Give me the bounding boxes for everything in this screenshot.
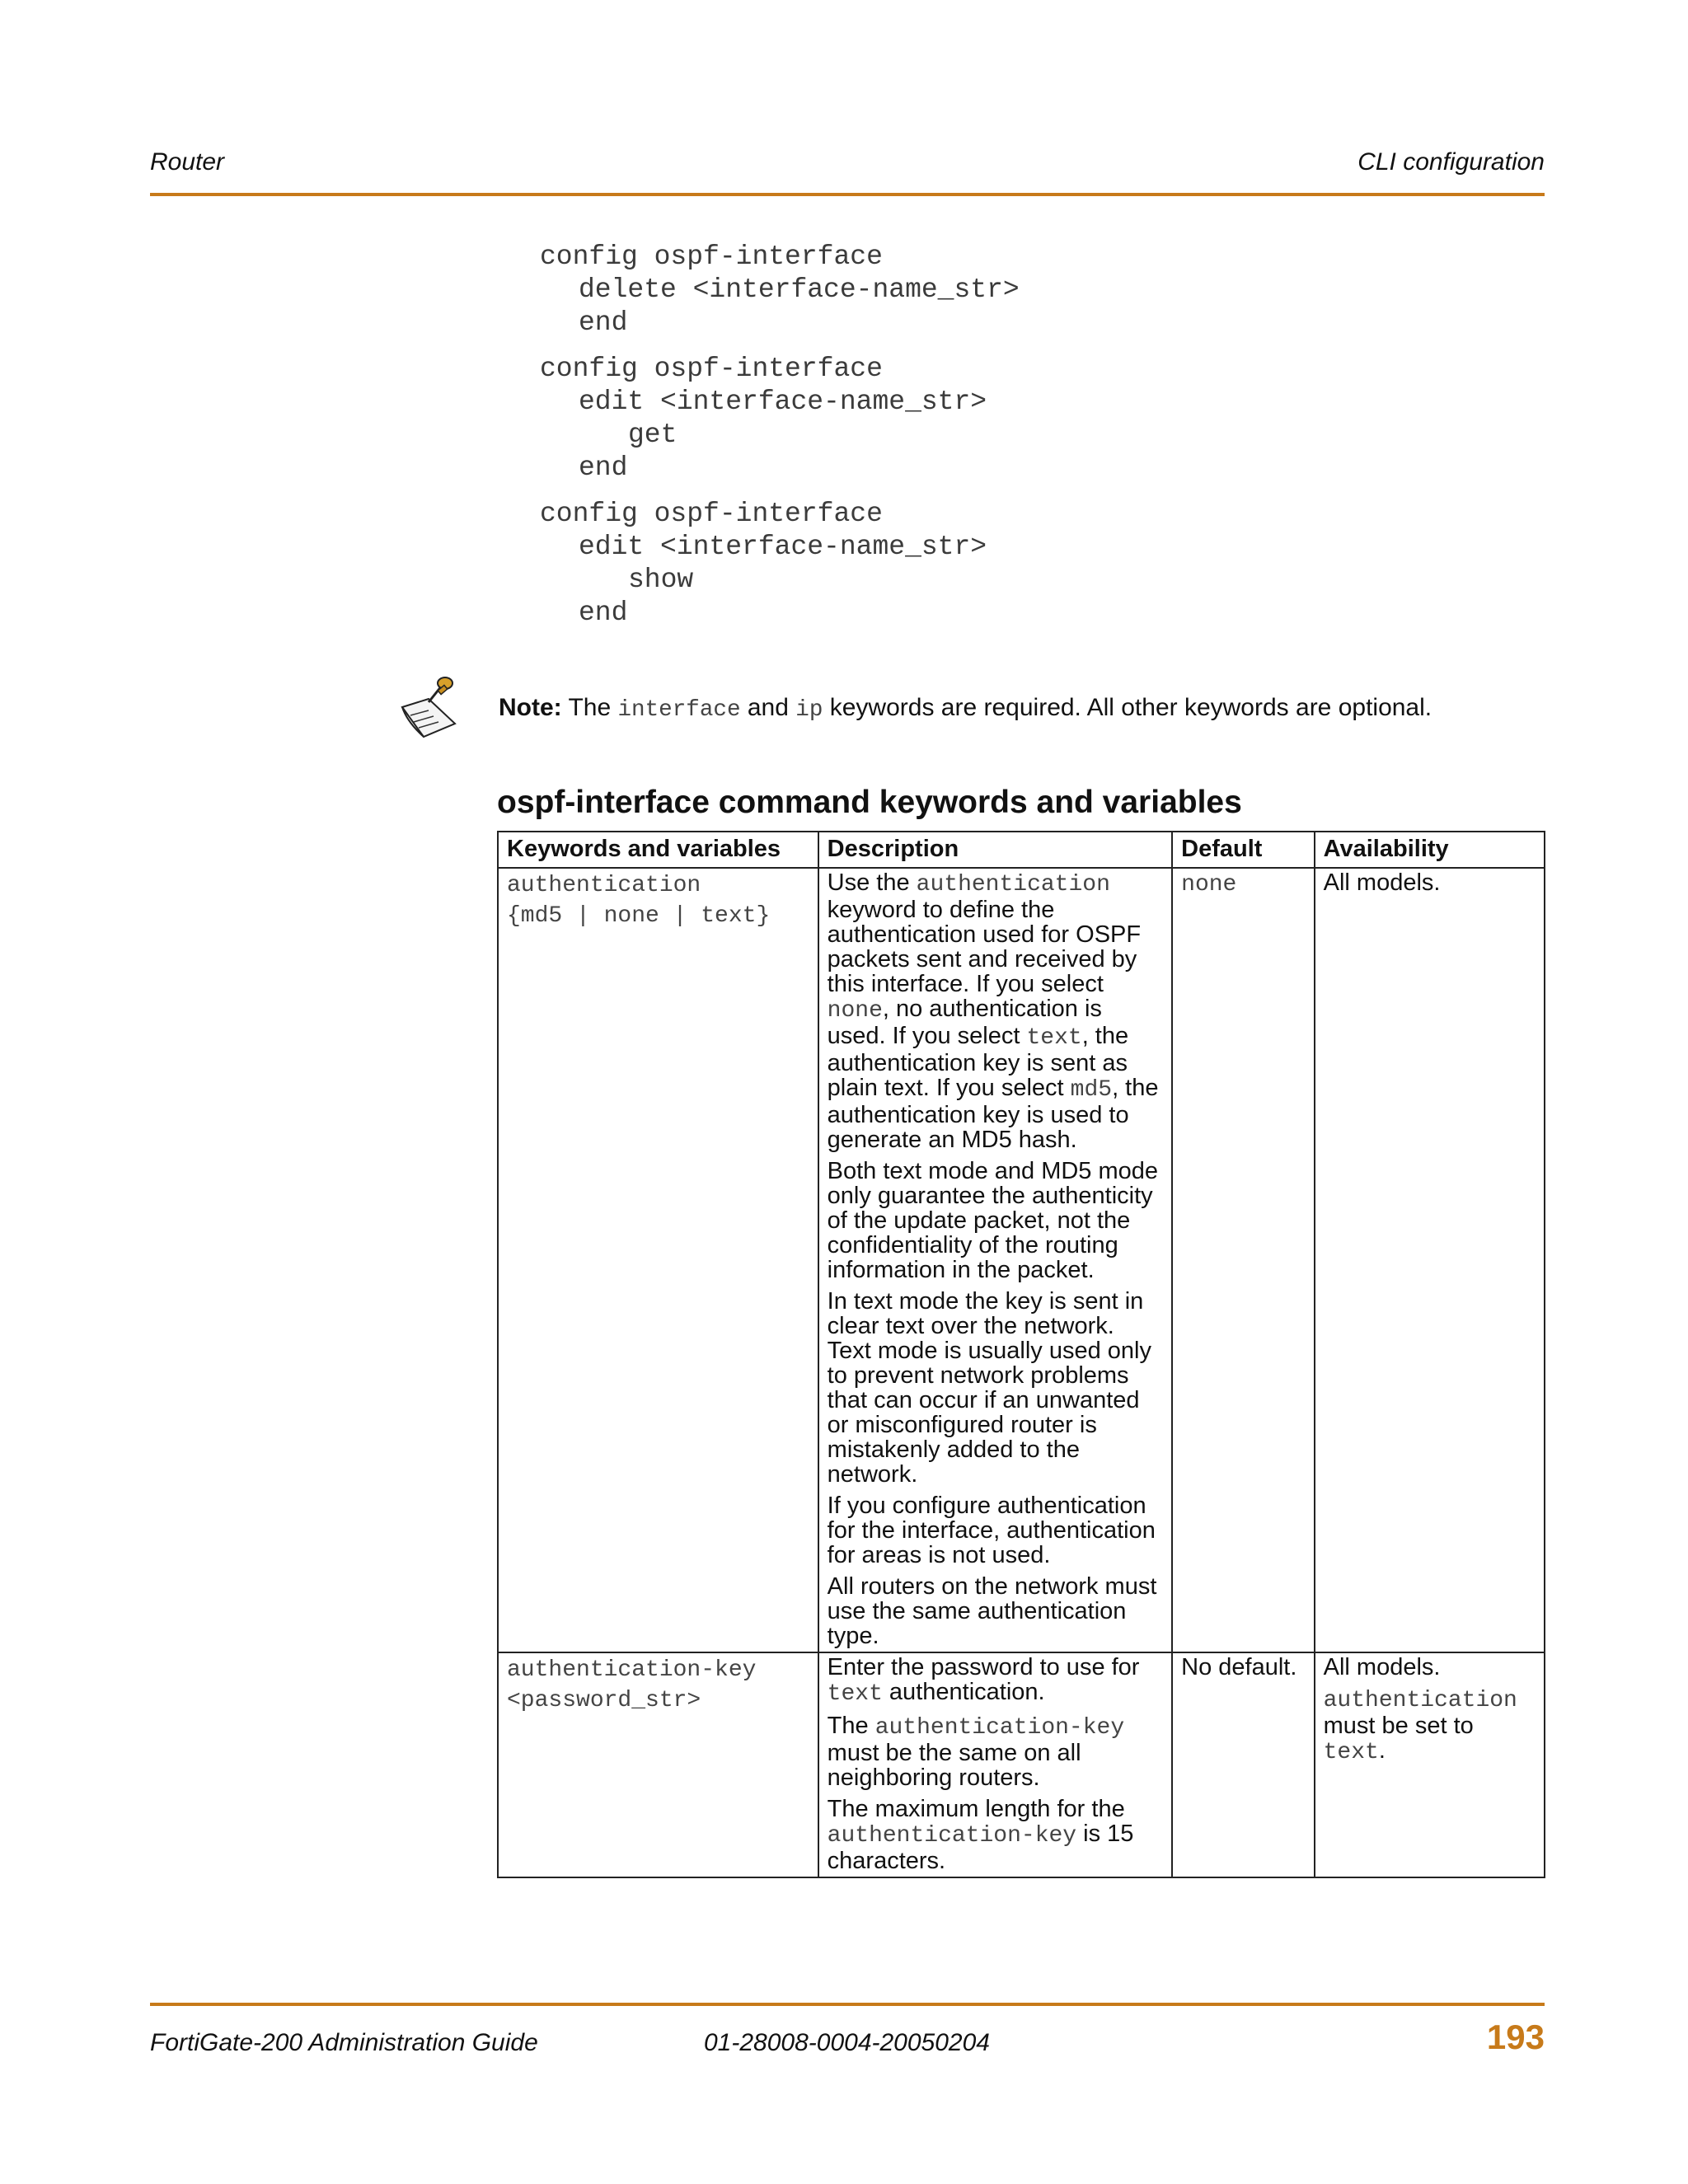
inline-text: , the authentication key is used to generate an MD5 hash. [827, 1075, 1159, 1153]
code-line: config ospf-interface [540, 499, 883, 529]
inline-keyword: authentication-key [874, 1715, 1125, 1741]
inline-text: Use the [827, 869, 917, 896]
description-paragraph [828, 1289, 1163, 1487]
availability-cell [1315, 868, 1545, 1652]
table-row [498, 868, 1545, 1652]
note-text-3: keywords are required. All other keywords are optional. [829, 694, 1432, 721]
inline-keyword: authentication-key [827, 1823, 1077, 1849]
note-pin-icon [396, 674, 462, 742]
note-label: Note: [499, 694, 562, 721]
keyword-line: authentication-key [507, 1657, 757, 1683]
footer-doc-number: 01-28008-0004-20050204 [704, 2029, 990, 2056]
keyword-line: {md5 | none | text} [507, 903, 771, 929]
header-chapter: CLI configuration [1357, 148, 1545, 176]
description-paragraph [828, 1713, 1163, 1790]
inline-text: All models. [1323, 869, 1441, 896]
note-keyword-interface: interface [617, 697, 741, 723]
code-line: end [579, 598, 628, 628]
col-header-availability: Availability [1315, 832, 1545, 868]
inline-keyword: none [827, 998, 883, 1024]
inline-text: authentication. [882, 1679, 1045, 1705]
description-paragraph [828, 1797, 1163, 1873]
inline-text: keyword to define the authentication used for OSPF packets sent and received by this interface. If you select [827, 897, 1142, 997]
inline-text: Both text mode and MD5 mode only guarantee the authenticity of the update packet, not the confidentiality of the routing information in the packet. [827, 1158, 1159, 1283]
table-body [498, 868, 1545, 1877]
inline-text: , the authentication key is sent as plain text. If you select [827, 1023, 1129, 1101]
footer-guide-title: FortiGate-200 Administration Guide [150, 2029, 538, 2056]
inline-text: . [1378, 1737, 1386, 1764]
page-number: 193 [1486, 2018, 1545, 2056]
code-line: show [628, 565, 694, 595]
description-cell [818, 1652, 1172, 1877]
table-row [498, 1652, 1545, 1877]
code-line: end [579, 307, 628, 338]
page-footer [150, 2018, 1545, 2059]
inline-text: , no authentication is used. If you select [827, 996, 1102, 1049]
code-block [540, 353, 1020, 485]
col-header-keywords: Keywords and variables [498, 832, 818, 868]
availability-paragraph [1324, 1655, 1536, 1680]
col-header-default: Default [1172, 832, 1314, 868]
keywords-table [497, 831, 1545, 1878]
default-cell [1172, 868, 1314, 1652]
keyword-line: authentication [507, 873, 701, 898]
inline-text: must be the same on all neighboring routers. [827, 1740, 1081, 1791]
inline-text: is 15 characters. [827, 1821, 1134, 1874]
description-paragraph [828, 1655, 1163, 1707]
inline-text: All routers on the network must use the same authentication type. [827, 1573, 1157, 1649]
description-paragraph [828, 1159, 1163, 1282]
cli-code-example [540, 241, 1020, 643]
table-header-row [498, 832, 1545, 868]
inline-keyword: none [1181, 872, 1237, 898]
description-paragraph [828, 1493, 1163, 1568]
col-header-description: Description [818, 832, 1172, 868]
inline-text: If you configure authentication for the interface, authentication for areas is not used. [827, 1493, 1156, 1568]
code-block [540, 241, 1020, 340]
inline-text: must be set to [1323, 1713, 1474, 1739]
keyword-line: <password_str> [507, 1688, 701, 1713]
keyword-cell [498, 1652, 818, 1877]
note-keyword-ip: ip [795, 697, 823, 723]
keyword-cell [498, 868, 818, 1652]
inline-keyword: text [1323, 1740, 1379, 1765]
inline-keyword: text [827, 1681, 883, 1707]
code-line: config ospf-interface [540, 354, 883, 384]
header-section: Router [150, 148, 225, 176]
code-line: delete <interface-name_str> [579, 274, 1020, 305]
availability-cell [1315, 1652, 1545, 1877]
code-line: edit <interface-name_str> [579, 387, 987, 417]
inline-text: In text mode the key is sent in clear text over the network. Text mode is usually used only to prevent network problems that can occur if an unwanted or misconfigured router is mistakenly added to the network. [827, 1288, 1151, 1488]
availability-paragraph [1324, 870, 1536, 895]
header-rule [150, 193, 1545, 196]
note-text-1: The [568, 694, 612, 721]
note-text-2: and [747, 694, 789, 721]
note-text [499, 694, 1432, 723]
inline-keyword: authentication [1323, 1688, 1517, 1713]
availability-paragraph [1324, 1686, 1536, 1765]
section-title: ospf-interface command keywords and variables [497, 785, 1242, 820]
code-block [540, 498, 1020, 630]
default-cell [1172, 1652, 1314, 1877]
code-line: get [628, 419, 678, 450]
inline-keyword: text [1026, 1025, 1082, 1051]
inline-text: No default. [1181, 1654, 1297, 1680]
inline-keyword: authentication [916, 872, 1110, 898]
description-paragraph [828, 870, 1163, 1152]
code-line: end [579, 452, 628, 483]
code-line: edit <interface-name_str> [579, 532, 987, 562]
footer-rule [150, 2003, 1545, 2006]
inline-text: Enter the password to use for [827, 1654, 1140, 1680]
inline-keyword: md5 [1070, 1077, 1113, 1103]
description-paragraph [828, 1574, 1163, 1648]
inline-text: The maximum length for the [827, 1796, 1125, 1822]
inline-text: All models. [1323, 1654, 1441, 1680]
inline-text: The [827, 1713, 875, 1739]
description-cell [818, 868, 1172, 1652]
code-line: config ospf-interface [540, 241, 883, 272]
